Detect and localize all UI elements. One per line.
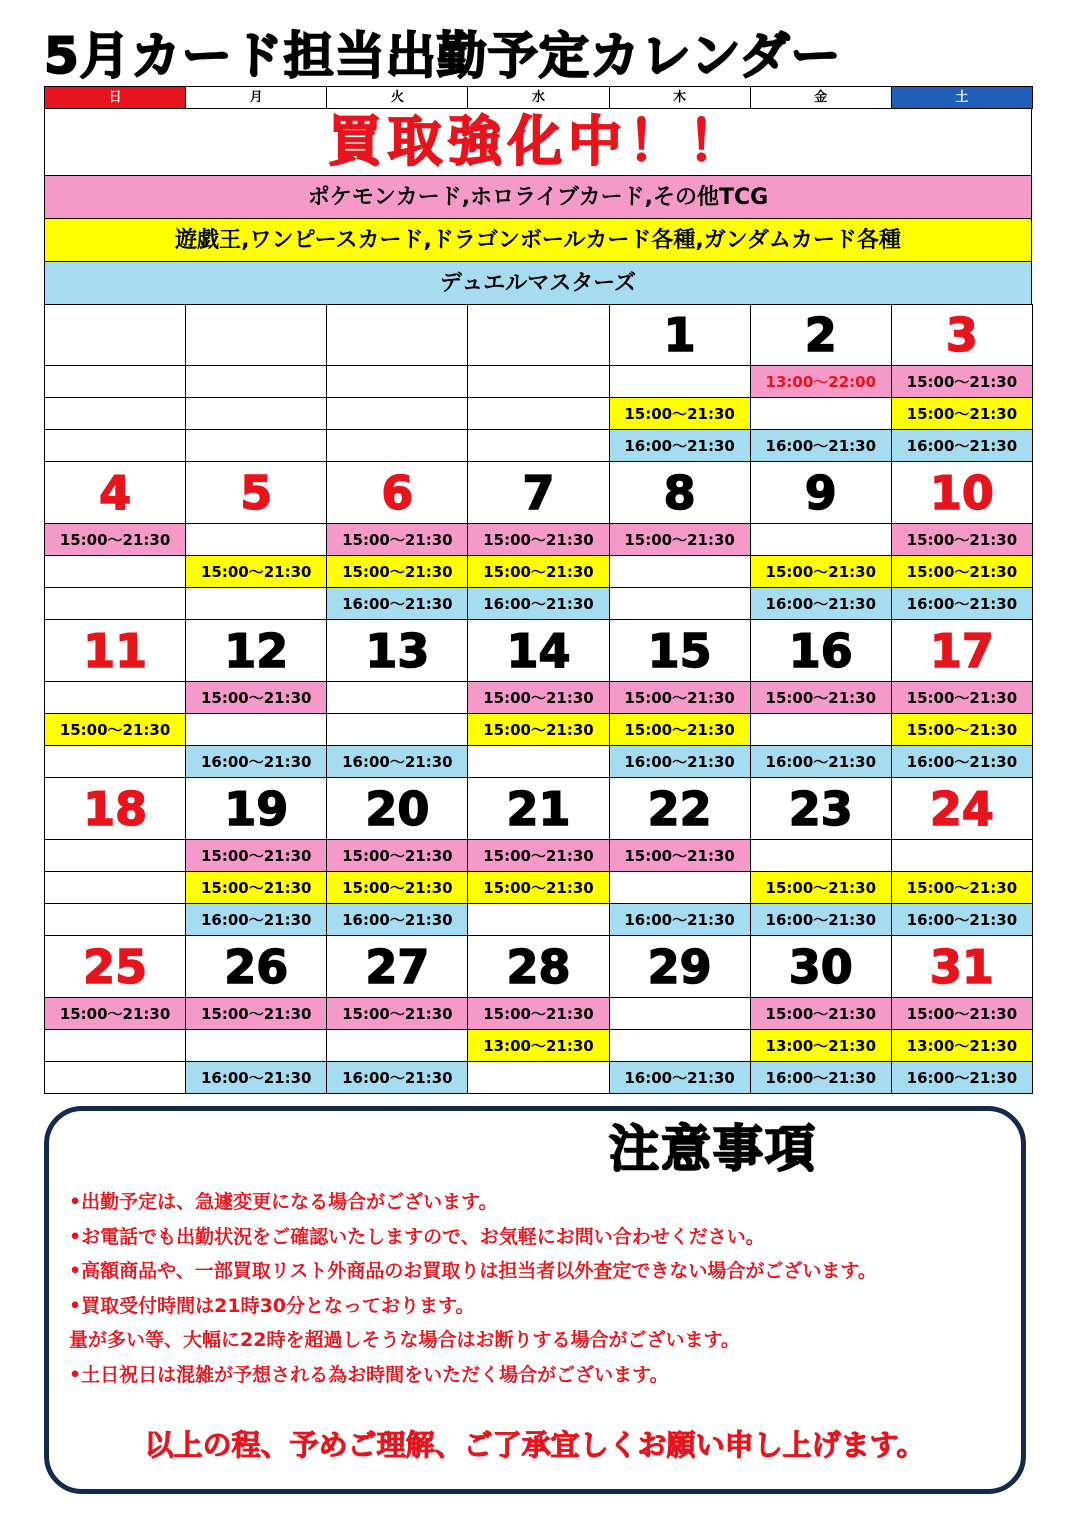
shift-time-blue: 16:00～21:30 [751, 746, 892, 778]
shift-time-blue: 16:00～21:30 [186, 1062, 327, 1094]
empty-slot [45, 430, 186, 462]
shift-row-blue [45, 430, 1033, 462]
shift-row-pink [45, 366, 1033, 398]
shift-time-blue: 16:00～21:30 [327, 904, 468, 936]
day-number: 28 [468, 936, 609, 998]
week-date-row [45, 936, 1033, 998]
empty-slot [45, 872, 186, 904]
day-number: 8 [610, 462, 751, 524]
day-number: 26 [186, 936, 327, 998]
weekday-friday: 金 [751, 87, 892, 109]
shift-time-pink: 15:00～21:30 [327, 840, 468, 872]
empty-slot [468, 430, 609, 462]
empty-slot [186, 714, 327, 746]
day-number: 25 [45, 936, 186, 998]
shift-time-yellow: 15:00～21:30 [186, 556, 327, 588]
shift-time-yellow: 15:00～21:30 [892, 872, 1033, 904]
shift-time-blue: 16:00～21:30 [327, 1062, 468, 1094]
shift-row-yellow [45, 556, 1033, 588]
shift-time-yellow: 15:00～21:30 [610, 398, 751, 430]
shift-time-yellow: 13:00～21:30 [468, 1030, 609, 1062]
empty-slot [45, 840, 186, 872]
empty-slot [610, 366, 751, 398]
day-number: 19 [186, 778, 327, 840]
shift-row-blue [45, 588, 1033, 620]
day-number: 3 [892, 304, 1033, 366]
shift-time-yellow: 13:00～21:30 [892, 1030, 1033, 1062]
day-number: 1 [610, 304, 751, 366]
note-line: •高額商品や、一部買取リスト外商品のお買取りは担当者以外査定できない場合がございます。 [69, 1260, 877, 1282]
shift-time-yellow: 15:00～21:30 [468, 872, 609, 904]
day-number: 4 [45, 462, 186, 524]
shift-time-pink: 15:00～21:30 [45, 998, 186, 1030]
shift-time-pink: 15:00～21:30 [327, 998, 468, 1030]
weekday-wednesday: 水 [468, 87, 609, 109]
day-number [186, 304, 327, 366]
shift-time-blue: 16:00～21:30 [751, 430, 892, 462]
empty-slot [45, 904, 186, 936]
day-number: 6 [327, 462, 468, 524]
empty-slot [45, 556, 186, 588]
shift-time-blue: 16:00～21:30 [892, 430, 1033, 462]
shift-time-pink: 15:00～21:30 [186, 682, 327, 714]
day-number: 31 [892, 936, 1033, 998]
notes-box [44, 1106, 1026, 1494]
weekday-saturday: 土 [892, 87, 1033, 109]
weekday-monday: 月 [186, 87, 327, 109]
shift-time-pink: 15:00～21:30 [45, 524, 186, 556]
legend-blue: デュエルマスターズ [44, 262, 1032, 305]
shift-time-pink: 15:00～21:30 [751, 682, 892, 714]
day-number: 20 [327, 778, 468, 840]
buyback-banner: 買取強化中！！ [44, 108, 1032, 176]
shift-time-yellow: 15:00～21:30 [468, 556, 609, 588]
empty-slot [186, 430, 327, 462]
shift-row-pink [45, 840, 1033, 872]
day-number: 18 [45, 778, 186, 840]
day-number: 14 [468, 620, 609, 682]
shift-row-pink [45, 682, 1033, 714]
shift-time-yellow: 15:00～21:30 [45, 714, 186, 746]
weekday-sunday: 日 [45, 87, 186, 109]
day-number [327, 304, 468, 366]
shift-row-yellow [45, 714, 1033, 746]
day-number: 22 [610, 778, 751, 840]
shift-time-yellow: 15:00～21:30 [186, 872, 327, 904]
day-number: 5 [186, 462, 327, 524]
shift-time-blue: 16:00～21:30 [892, 746, 1033, 778]
shift-time-blue: 16:00～21:30 [327, 746, 468, 778]
weekday-thursday: 木 [610, 87, 751, 109]
shift-time-blue: 16:00～21:30 [751, 588, 892, 620]
note-line: •出勤予定は、急遽変更になる場合がございます。 [69, 1191, 498, 1213]
shift-time-pink: 15:00～21:30 [610, 840, 751, 872]
shift-row-yellow [45, 1030, 1033, 1062]
shift-time-yellow: 13:00～21:30 [751, 1030, 892, 1062]
shift-row-pink [45, 524, 1033, 556]
empty-slot [327, 682, 468, 714]
day-number: 2 [751, 304, 892, 366]
shift-time-yellow: 15:00～21:30 [892, 398, 1033, 430]
shift-time-blue: 16:00～21:30 [751, 1062, 892, 1094]
shift-time-pink: 15:00～21:30 [610, 682, 751, 714]
empty-slot [327, 366, 468, 398]
shift-time-pink: 15:00～21:30 [892, 524, 1033, 556]
week-date-row [45, 462, 1033, 524]
empty-slot [610, 998, 751, 1030]
shift-time-yellow: 15:00～21:30 [327, 872, 468, 904]
shift-time-pink: 15:00～21:30 [186, 840, 327, 872]
shift-time-yellow: 15:00～21:30 [751, 556, 892, 588]
day-number [45, 304, 186, 366]
shift-time-pink: 13:00～22:00 [751, 366, 892, 398]
empty-slot [327, 398, 468, 430]
shift-time-pink: 15:00～21:30 [892, 682, 1033, 714]
week-date-row [45, 778, 1033, 840]
day-number: 23 [751, 778, 892, 840]
day-number: 17 [892, 620, 1033, 682]
notes-footer: 以上の程、予めご理解、ご了承宜しくお願い申し上げます。 [144, 1428, 926, 1462]
shift-time-blue: 16:00～21:30 [610, 430, 751, 462]
empty-slot [45, 1030, 186, 1062]
day-number: 13 [327, 620, 468, 682]
shift-time-pink: 15:00～21:30 [892, 366, 1033, 398]
day-number: 27 [327, 936, 468, 998]
empty-slot [45, 366, 186, 398]
shift-time-blue: 16:00～21:30 [892, 904, 1033, 936]
week-date-row [45, 620, 1033, 682]
shift-time-blue: 16:00～21:30 [892, 588, 1033, 620]
empty-slot [186, 588, 327, 620]
empty-slot [468, 746, 609, 778]
day-number: 11 [45, 620, 186, 682]
empty-slot [751, 524, 892, 556]
day-number: 29 [610, 936, 751, 998]
shift-row-blue [45, 746, 1033, 778]
empty-slot [468, 904, 609, 936]
shift-time-pink: 15:00～21:30 [610, 524, 751, 556]
day-number: 10 [892, 462, 1033, 524]
note-line: •お電話でも出勤状況をご確認いたしますので、お気軽にお問い合わせください。 [69, 1225, 765, 1248]
empty-slot [751, 714, 892, 746]
shift-time-yellow: 15:00～21:30 [468, 714, 609, 746]
empty-slot [327, 714, 468, 746]
shift-time-yellow: 15:00～21:30 [892, 714, 1033, 746]
empty-slot [327, 1030, 468, 1062]
empty-slot [327, 430, 468, 462]
empty-slot [186, 366, 327, 398]
empty-slot [468, 398, 609, 430]
day-number: 12 [186, 620, 327, 682]
shift-time-yellow: 15:00～21:30 [327, 556, 468, 588]
shift-time-pink: 15:00～21:30 [327, 524, 468, 556]
shift-time-pink: 15:00～21:30 [468, 682, 609, 714]
shift-row-pink [45, 998, 1033, 1030]
shift-row-yellow [45, 872, 1033, 904]
legend-yellow: 遊戯王,ワンピースカード,ドラゴンボールカード各種,ガンダムカード各種 [44, 219, 1032, 262]
day-number [468, 304, 609, 366]
empty-slot [45, 746, 186, 778]
shift-time-blue: 16:00～21:30 [468, 588, 609, 620]
page-title: 5月カード担当出勤予定カレンダー [44, 27, 842, 85]
notes-title: 注意事項 [609, 1120, 817, 1178]
shift-time-blue: 16:00～21:30 [610, 746, 751, 778]
shift-time-blue: 16:00～21:30 [610, 904, 751, 936]
day-number: 15 [610, 620, 751, 682]
week-date-row [45, 304, 1033, 366]
empty-slot [610, 872, 751, 904]
shift-time-yellow: 15:00～21:30 [892, 556, 1033, 588]
note-line: 量が多い等、大幅に22時を超過しそうな場合はお断りする場合がございます。 [69, 1329, 740, 1351]
shift-time-pink: 15:00～21:30 [892, 998, 1033, 1030]
notes-list [69, 1185, 1009, 1392]
empty-slot [186, 398, 327, 430]
empty-slot [892, 840, 1033, 872]
day-number: 7 [468, 462, 609, 524]
shift-time-pink: 15:00～21:30 [468, 524, 609, 556]
shift-time-yellow: 15:00～21:30 [751, 872, 892, 904]
note-line: •買取受付時間は21時30分となっております。 [69, 1294, 475, 1317]
shift-time-blue: 16:00～21:30 [892, 1062, 1033, 1094]
day-number: 21 [468, 778, 609, 840]
empty-slot [751, 840, 892, 872]
shift-time-blue: 16:00～21:30 [751, 904, 892, 936]
shift-time-pink: 15:00～21:30 [186, 998, 327, 1030]
shift-time-blue: 16:00～21:30 [186, 904, 327, 936]
weekday-tuesday: 火 [327, 87, 468, 109]
empty-slot [468, 366, 609, 398]
shift-time-blue: 16:00～21:30 [610, 1062, 751, 1094]
empty-slot [45, 398, 186, 430]
empty-slot [186, 1030, 327, 1062]
empty-slot [610, 1030, 751, 1062]
note-line: •土日祝日は混雑が予想される為お時間をいただく場合がございます。 [69, 1363, 669, 1386]
weekday-header-row [44, 86, 1033, 109]
empty-slot [751, 398, 892, 430]
shift-time-pink: 15:00～21:30 [468, 998, 609, 1030]
empty-slot [468, 1062, 609, 1094]
day-number: 16 [751, 620, 892, 682]
shift-time-blue: 16:00～21:30 [327, 588, 468, 620]
shift-time-yellow: 15:00～21:30 [610, 714, 751, 746]
shift-row-blue [45, 904, 1033, 936]
legend-pink: ポケモンカード,ホロライブカード,その他TCG [44, 176, 1032, 219]
shift-time-pink: 15:00～21:30 [751, 998, 892, 1030]
empty-slot [45, 588, 186, 620]
empty-slot [45, 682, 186, 714]
empty-slot [186, 524, 327, 556]
shift-row-yellow [45, 398, 1033, 430]
empty-slot [610, 556, 751, 588]
calendar-grid [44, 304, 1033, 1094]
shift-time-pink: 15:00～21:30 [468, 840, 609, 872]
day-number: 30 [751, 936, 892, 998]
shift-row-blue [45, 1062, 1033, 1094]
day-number: 24 [892, 778, 1033, 840]
empty-slot [610, 588, 751, 620]
shift-time-blue: 16:00～21:30 [186, 746, 327, 778]
day-number: 9 [751, 462, 892, 524]
empty-slot [45, 1062, 186, 1094]
